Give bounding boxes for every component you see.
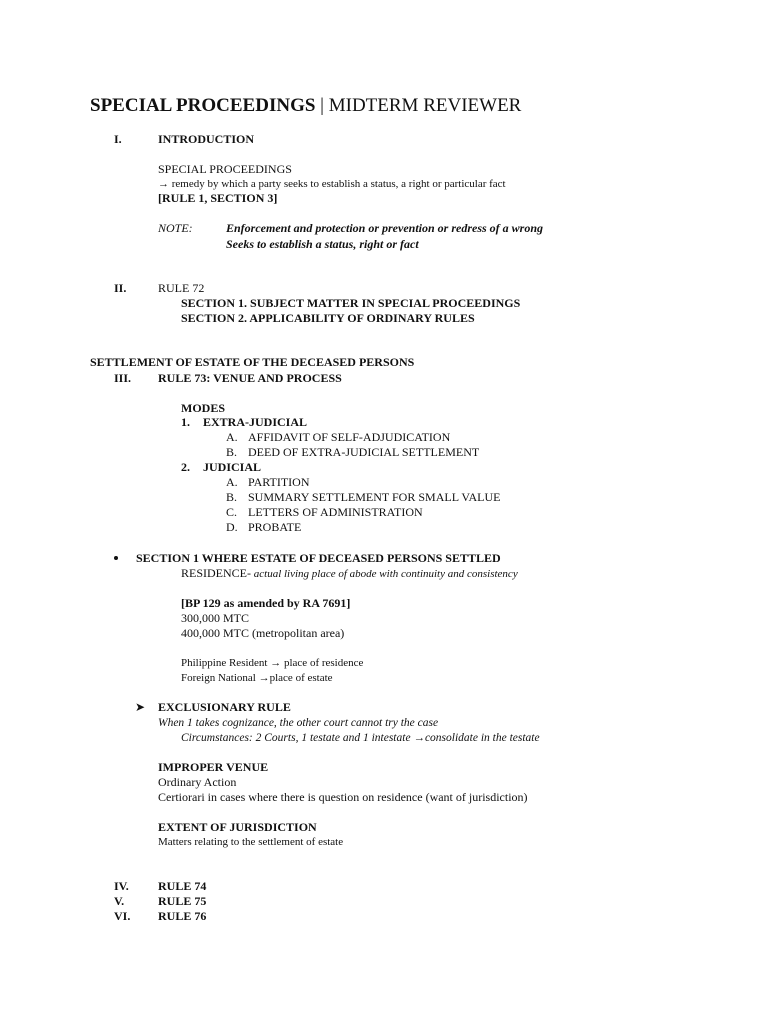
mode-2-item-a: PARTITION [248, 475, 310, 489]
rule-number: IV. [114, 879, 129, 893]
rule72-section-2: SECTION 2. APPLICABILITY OF ORDINARY RULES [181, 311, 475, 325]
improper-venue-heading: IMPROPER VENUE [158, 760, 269, 774]
note-label: NOTE: [158, 221, 193, 235]
mode-1-number: 1. [181, 415, 190, 429]
circumstances-text: Circumstances: 2 Courts, 1 testate and 1 intestate [181, 732, 414, 744]
mode-1-item-letter: B. [226, 445, 238, 459]
rule-number: V. [114, 894, 125, 908]
note-line-2: Seeks to establish a status, right or fact [226, 237, 419, 251]
circumstances-end: consolidate in the testate [424, 732, 540, 744]
exclusionary-heading: EXCLUSIONARY RULE [158, 700, 291, 714]
settlement-heading: SETTLEMENT OF ESTATE OF THE DECEASED PERSONS [90, 355, 415, 369]
mode-2-item-letter: C. [226, 505, 238, 519]
title-rest: MIDTERM REVIEWER [328, 95, 522, 116]
section-ii-number: II. [114, 281, 127, 295]
mode-2-item-d: PROBATE [248, 520, 302, 534]
philippine-resident-line [181, 656, 363, 670]
residence-line [181, 566, 518, 581]
note-line-1: Enforcement and protection or prevention or redress of a wrong [226, 221, 544, 235]
residence-definition: actual living place of abode with continuity and consistency [251, 568, 518, 580]
exclusionary-line-1: When 1 takes cognizance, the other court cannot try the case [158, 717, 439, 729]
definition-line [158, 177, 506, 191]
extent-line-1: Matters relating to the settlement of estate [158, 836, 344, 848]
mode-1-item-letter: A. [226, 430, 238, 444]
rule72-section-1: SECTION 1. SUBJECT MATTER IN SPECIAL PROCEEDINGS [181, 296, 521, 310]
improper-venue-line-2: Certiorari in cases where there is question on residence (want of jurisdiction) [158, 790, 528, 804]
rule-74-label: RULE 74 [158, 879, 207, 893]
extent-heading: EXTENT OF JURISDICTION [158, 820, 317, 834]
mode-2-label: JUDICIAL [203, 460, 262, 474]
definition-text: remedy by which a party seeks to establish a status, a right or particular fact [169, 178, 506, 190]
ph-resident-label: Philippine Resident [181, 657, 271, 669]
special-proceedings-subheading: SPECIAL PROCEEDINGS [158, 162, 292, 176]
foreign-label: Foreign National [181, 672, 259, 684]
amount-mtc: 300,000 MTC [181, 611, 250, 625]
ph-resident-value: place of residence [281, 657, 364, 669]
section-i-number: I. [114, 132, 122, 146]
mode-2-item-letter: D. [226, 520, 238, 534]
mode-2-number: 2. [181, 460, 190, 474]
title-bold: SPECIAL PROCEEDINGS [90, 95, 316, 116]
mode-2-item-b: SUMMARY SETTLEMENT FOR SMALL VALUE [248, 490, 501, 504]
page-title [90, 95, 521, 117]
section-iii-number: III. [114, 371, 132, 385]
right-arrow-icon: → [258, 672, 270, 684]
rule-reference: [RULE 1, SECTION 3] [158, 191, 278, 205]
mode-1-label: EXTRA-JUDICIAL [203, 415, 308, 429]
section-1-heading: SECTION 1 WHERE ESTATE OF DECEASED PERSONS SETTLED [136, 551, 501, 565]
right-arrow-icon: → [413, 732, 425, 744]
foreign-national-line [181, 671, 333, 685]
arrowhead-bullet-icon: ➤ [135, 700, 146, 714]
bp-reference: [BP 129 as amended by RA 7691] [181, 596, 351, 610]
rule-number: VI. [114, 909, 131, 923]
mode-2-item-c: LETTERS OF ADMINISTRATION [248, 505, 423, 519]
rule-75-label: RULE 75 [158, 894, 207, 908]
exclusionary-line-2 [181, 731, 540, 745]
modes-label: MODES [181, 401, 226, 415]
right-arrow-icon: → [270, 657, 282, 669]
mode-2-item-letter: B. [226, 490, 238, 504]
improper-venue-line-1: Ordinary Action [158, 775, 237, 789]
mode-1-item-b: DEED OF EXTRA-JUDICIAL SETTLEMENT [248, 445, 480, 459]
amount-mtc-metro: 400,000 MTC (metropolitan area) [181, 626, 345, 640]
title-separator: | [315, 95, 329, 116]
rule-76-label: RULE 76 [158, 909, 207, 923]
bullet-icon [114, 556, 118, 560]
foreign-value: place of estate [269, 672, 333, 684]
mode-2-item-letter: A. [226, 475, 238, 489]
mode-1-item-a: AFFIDAVIT OF SELF-ADJUDICATION [248, 430, 451, 444]
right-arrow-icon: → [158, 178, 169, 190]
residence-label: RESIDENCE- [181, 566, 251, 580]
section-iii-heading: RULE 73: VENUE AND PROCESS [158, 371, 342, 385]
section-i-heading: INTRODUCTION [158, 132, 255, 146]
section-ii-heading: RULE 72 [158, 281, 205, 295]
